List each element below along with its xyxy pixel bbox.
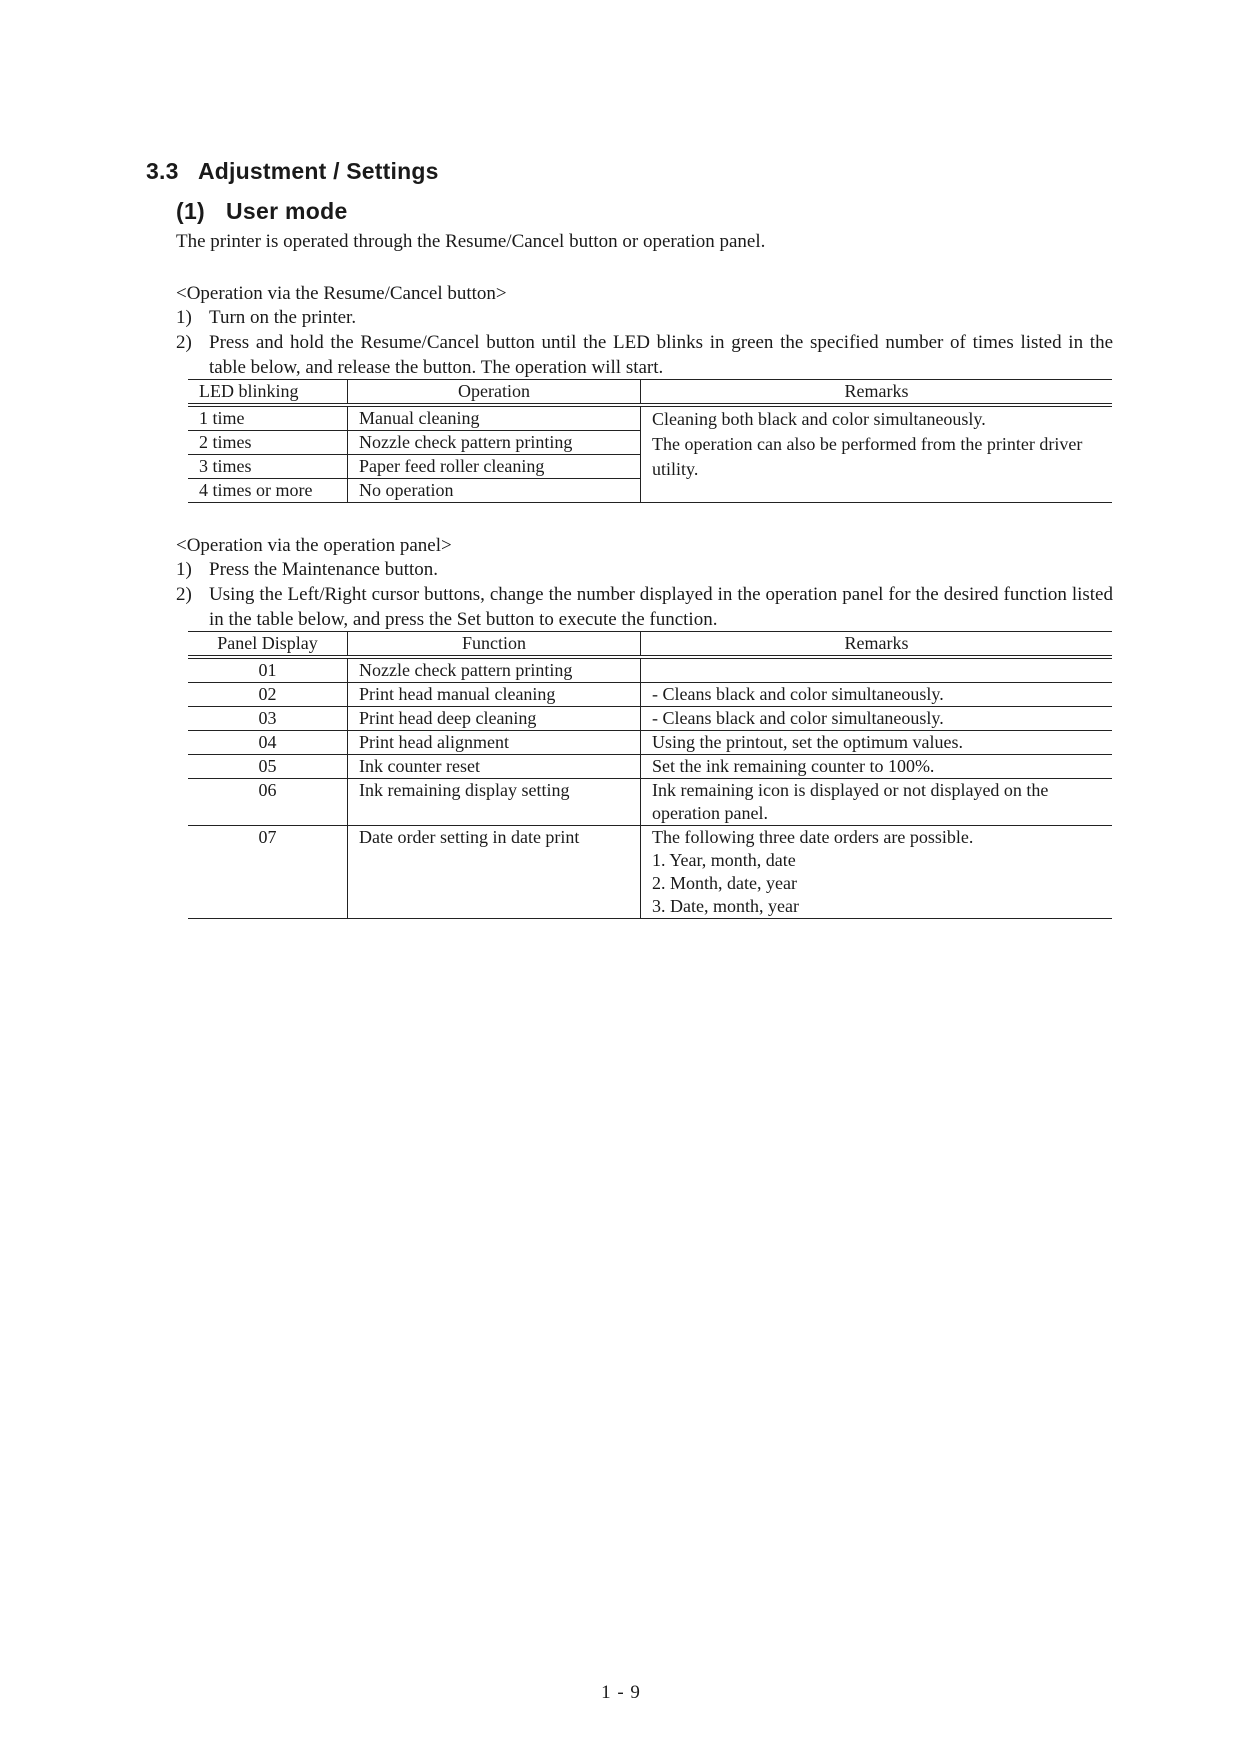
column-header: Remarks (641, 380, 1113, 406)
step-text: Using the Left/Right cursor buttons, change the number displayed in the operation panel for the desired function listed in the table below, and press the Set button to execute the function. (209, 584, 1113, 630)
step-number: 2) (176, 332, 192, 353)
function-cell: Ink counter reset (348, 755, 641, 779)
table-header-row (188, 632, 1112, 658)
section-heading (146, 158, 439, 185)
column-header: Remarks (641, 632, 1113, 658)
panel-step-1 (176, 557, 1113, 582)
operation-cell: Manual cleaning (348, 405, 641, 431)
column-header: LED blinking (188, 380, 348, 406)
remarks-cell (641, 657, 1113, 683)
remarks-cell: Ink remaining icon is displayed or not displayed on the operation panel. (652, 780, 1049, 823)
table-row (188, 779, 1112, 826)
panel-operation-heading: <Operation via the operation panel> (176, 535, 452, 556)
operation-cell: Nozzle check pattern printing (348, 431, 641, 455)
button-step-2 (176, 330, 1113, 380)
column-header: Panel Display (188, 632, 348, 658)
operation-cell: Paper feed roller cleaning (348, 455, 641, 479)
panel-display-table (188, 631, 1112, 919)
remarks-cell: - Cleans black and color simultaneously. (652, 708, 944, 728)
panel-display-cell: 02 (188, 683, 348, 707)
step-number: 1) (176, 559, 192, 580)
button-step-1 (176, 305, 1113, 330)
remark-line: 2. Month, date, year (652, 873, 797, 893)
step-text: Turn on the printer. (209, 307, 357, 328)
table-row (188, 826, 1112, 919)
panel-display-cell: 03 (188, 707, 348, 731)
step-text: Press and hold the Resume/Cancel button until the LED blinks in green the specified number of times listed in the table below, and release the button. The operation will start. (209, 332, 1113, 378)
panel-display-cell: 06 (188, 779, 348, 826)
subsection-number: (1) (176, 198, 206, 224)
panel-display-cell: 05 (188, 755, 348, 779)
table-row (188, 731, 1112, 755)
section-title: Adjustment / Settings (198, 158, 439, 184)
panel-display-cell: 01 (188, 657, 348, 683)
button-operation-heading: <Operation via the Resume/Cancel button> (176, 283, 507, 304)
table-row (188, 405, 1112, 431)
panel-display-cell: 04 (188, 731, 348, 755)
remark-line: Cleaning both black and color simultaneously. (652, 409, 986, 429)
remarks-cell: - Cleans black and color simultaneously. (652, 684, 944, 704)
table-row (188, 657, 1112, 683)
subsection-heading (176, 198, 348, 225)
step-text: Press the Maintenance button. (209, 559, 439, 580)
function-cell: Print head deep cleaning (348, 707, 641, 731)
panel-display-cell: 07 (188, 826, 348, 919)
intro-paragraph: The printer is operated through the Resume/Cancel button or operation panel. (176, 231, 766, 252)
table-header-row (188, 380, 1112, 406)
remark-line: 1. Year, month, date (652, 850, 796, 870)
step-number: 2) (176, 584, 192, 605)
operation-cell: No operation (348, 479, 641, 503)
page-number: 1 - 9 (601, 1682, 641, 1703)
remarks-cell: Set the ink remaining counter to 100%. (652, 756, 935, 776)
remarks-cell: Using the printout, set the optimum values. (652, 732, 963, 752)
table-row (188, 707, 1112, 731)
table-row (188, 755, 1112, 779)
function-cell: Print head manual cleaning (348, 683, 641, 707)
remarks-cell (641, 405, 1113, 503)
function-cell: Nozzle check pattern printing (348, 657, 641, 683)
led-count-cell: 3 times (188, 455, 348, 479)
column-header: Operation (348, 380, 641, 406)
function-cell: Ink remaining display setting (348, 779, 641, 826)
column-header: Function (348, 632, 641, 658)
panel-step-2 (176, 582, 1113, 632)
function-cell: Print head alignment (348, 731, 641, 755)
remark-line: The following three date orders are possible. (652, 827, 974, 847)
led-count-cell: 2 times (188, 431, 348, 455)
section-number: 3.3 (146, 158, 179, 184)
remark-line: The operation can also be performed from the printer driver utility. (652, 434, 1083, 479)
function-cell: Date order setting in date print (348, 826, 641, 919)
step-number: 1) (176, 307, 192, 328)
table-row (188, 683, 1112, 707)
remarks-cell (641, 826, 1113, 919)
subsection-title: User mode (226, 198, 348, 224)
led-count-cell: 4 times or more (188, 479, 348, 503)
remark-line: 3. Date, month, year (652, 896, 799, 916)
led-count-cell: 1 time (188, 405, 348, 431)
led-blinking-table (188, 379, 1112, 503)
